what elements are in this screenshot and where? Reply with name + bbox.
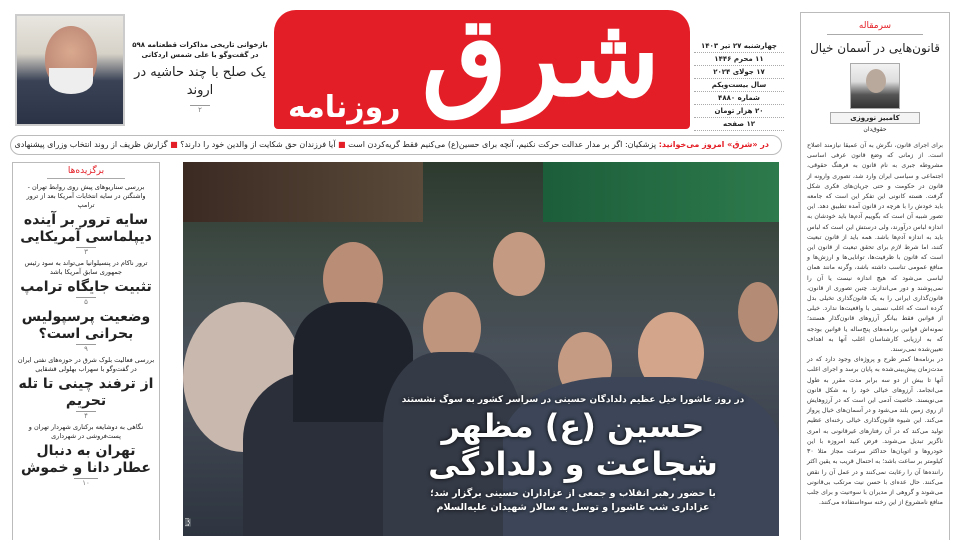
highlight-item[interactable] (17, 356, 155, 420)
teaser-title: یک صلح با چند حاشیه در اروند (134, 65, 266, 98)
teaser-photo[interactable] (15, 14, 125, 126)
highlights-label: برگزیده‌ها (67, 166, 105, 176)
highlight-page: ۵ (76, 297, 96, 306)
highlights-column (12, 162, 160, 540)
highlight-headline: تهران به دنبال عطار دانا و خموش (21, 443, 151, 476)
highlight-headline: تثبیت جایگاه ترامپ (20, 279, 152, 295)
author-name: کامبیز نوروزی (830, 112, 920, 124)
highlight-item[interactable] (17, 259, 155, 306)
editorial-column (800, 12, 950, 540)
main-subtitle-line1: با حضور رهبر انقلاب و جمعی از عزاداران حسینی برگزار شد؛ (430, 488, 716, 499)
teaser-kicker: بازخوانی تاریخی مذاکرات قطعنامه ۵۹۸ در گفت‌وگو با علی شمس اردکانی (132, 41, 268, 59)
highlight-headline: وضعیت پرسپولیس بحرانی است؟ (21, 309, 151, 342)
editorial-label: سرمقاله (858, 21, 892, 31)
editorial-body (807, 141, 943, 508)
author-photo (850, 63, 900, 109)
ticker-item[interactable]: آیا فرزندان حق شکایت از والدین خود را دارند؟ (180, 140, 336, 149)
highlight-kicker: ترور ناکام در پنسیلوانیا می‌تواند به سود رئیس جمهوری سابق آمریکا باشد (24, 259, 148, 276)
highlight-page: ۹ (76, 344, 96, 353)
issue-date: چهارشنبه ۲۷ تیر ۱۴۰۳ (694, 40, 784, 53)
teaser-page: ۲ (190, 105, 210, 114)
highlight-page: ۱۰ (74, 478, 98, 487)
photo-credit: ایرنا (185, 517, 191, 526)
main-photo[interactable] (183, 162, 779, 536)
highlight-headline: سایه ترور بر آینده دیپلماسی آمریکایی (20, 212, 152, 245)
issue-year: سال بیست‌ویکم (694, 79, 784, 92)
highlight-headline: از ترفند چینی تا تله تحریم (18, 376, 154, 409)
editorial-title[interactable]: قانون‌هایی در آسمان خیال (810, 41, 940, 55)
main-headline-line2: شجاعت و دلدادگی (428, 445, 718, 483)
highlight-kicker: بررسی سناریوهای پیش روی روابط تهران - واشنگتن در سایه انتخابات آمریکا بعد از ترور ترامپ (26, 183, 146, 209)
issue-gregorian-date: ۱۷ جولای ۲۰۲۴ (694, 66, 784, 79)
masthead-prefix: روزنامه (288, 90, 401, 125)
bullet-icon: ■ (338, 140, 346, 149)
issue-pages: ۱۲ صفحه (694, 118, 784, 131)
highlight-page: ۴ (76, 411, 96, 420)
issue-price: ۲۰ هزار تومان (694, 105, 784, 118)
masthead-name: شرق (421, 10, 660, 121)
main-headline-line1: حسین (ع) مظهر (441, 407, 705, 445)
highlight-kicker: نگاهی به دوشایعه برکناری شهردار تهران و پست‌فروشی در شهرداری (28, 423, 144, 440)
headlines-ticker (10, 135, 782, 155)
main-subtitle-line2: عزاداری شب عاشورا و توسل به سالار شهیدان علیه‌السلام (436, 502, 710, 513)
highlight-item[interactable] (17, 423, 155, 487)
teaser-story[interactable] (130, 40, 270, 114)
issue-info (694, 40, 784, 131)
issue-hijri-date: ۱۱ محرم ۱۴۴۶ (694, 53, 784, 66)
issue-number: شماره ۴۸۸۰ (694, 92, 784, 105)
ticker-lead: در «شرق» امروز می‌خوانید: (658, 140, 769, 149)
bullet-icon: ■ (170, 140, 178, 149)
highlight-kicker: بررسی فعالیت بلوک شرق در حوزه‌های نفتی ایران در گفت‌وگو با سهراب بهلولی قشقایی (17, 356, 155, 373)
ticker-item[interactable]: گزارش ظریف از روند انتخاب وزرای پیشنهادی (14, 140, 168, 149)
main-supertitle: در روز عاشورا خیل عظیم دلدادگان حسینی در سراسر کشور به سوگ نشستند (401, 395, 745, 405)
author-role: حقوق‌دان (863, 126, 887, 133)
editorial-paragraph: در برنامه‌ها کمتر طرح و پروژه‌ای وجود دارد که در مدت‌زمان پیش‌بینی‌شده به پایان برسد و اجرای اغلب آنها تا بیش از دو سه برابر مدت مقرر به طول می‌انجامد. آرزوهای خیالی خود را به شکل قانون می‌نویسند. خاصیت آدمی این است که در آرزوهایش از روی زمین بلند می‌شود و در آسمان‌های خیال پرواز می‌کند. این شیوه قانون‌گذاری خیالی رخنه‌ای عظیم تولید می‌کند که در آن رفتارهای غیرقانونی به امری ناگزیر تبدیل می‌شوند. فرض کنید امروزه با این خودروها و اتوبان‌ها حداکثر سرعت مجاز مثلا ۳۰ کیلومتر بر ساعت باشد؛ به احتمال قریب به یقین اکثر راننده‌ها آن را رعایت نمی‌کنند و در عمل آن را نقض می‌کنند. حال عده‌ای با حسن نیت مرتکب بی‌قانونی می‌شوند و گروهی از مدیران با سوءنیت و برای جلب منافع نامشروع از این رخنه سوءاستفاده می‌کنند. (807, 356, 943, 507)
highlight-item[interactable] (17, 309, 155, 353)
highlight-item[interactable] (17, 183, 155, 256)
masthead-logo[interactable] (274, 10, 690, 129)
main-headline-block[interactable] (373, 394, 773, 515)
editorial-paragraph: برای اجرای قانون، نگرش به آن عمیقا نیازمند اصلاح است. از زمانی که وضع قانون عرفی اساسی مشروطه جبری به نام قانون به فرهنگ حقوقی، اجتماعی و سیاسی ایران وارد شد، تصوری وارونه از قانون در حکومت و حتی جریان‌های فکری شکل گرفت. هسته کانونی این تفکر این است که جامعه باید خودش را با هرچه در قانون آمده تطبیق دهد. این تصور شبیه آن است که بگوییم آدم‌ها باید خودشان به اندازه لباس درآورند، ولی درستش این است که لباس باید به اندازه آدم‌ها باشد. همه باید از قانون تبعیت کنند، اما شرط لازم برای تحقق تبعیت از قانون این است که قانون با ظرفیت‌ها، توانایی‌ها و ارزش‌ها و منافع عمومی تناسب داشته باشد، وگرنه مانند همان لباسی می‌شود که هیچ اندازه نیست یا آن را نمی‌پوشند و دور می‌اندازند. چنین تصوری از قانون، قانون‌گذاری ایرانی را به یک قانون‌گذاری تخیلی بدل کرده است که اغلب نسبتی با واقعیت‌ها ندارد. خیلی از قوانین فقط بیانگر آرزوهای قانون‌گذار هستند؛ نمونه‌اش قوانین برنامه‌های پنج‌ساله یا قوانین بودجه که به ارزیابی کارشناسان اغلب آنها به اهداف تعیین‌شده نمی‌رسند. (807, 142, 943, 354)
ticker-item[interactable]: پزشکیان: اگر بر مدار عدالت حرکت نکنیم، آنچه برای حسین(ع) می‌کنیم فقط گریه‌کردن است (348, 140, 657, 149)
highlight-page: ۳ (76, 247, 96, 256)
